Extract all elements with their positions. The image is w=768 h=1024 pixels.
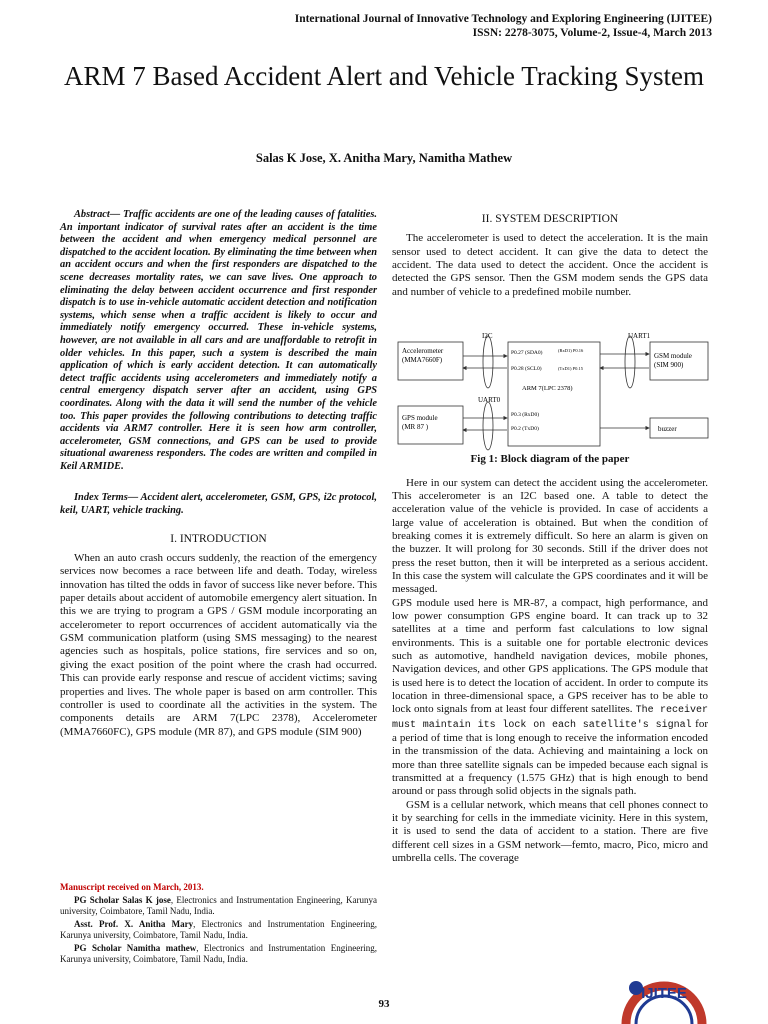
- accelerometer-part: (MMA7660F): [402, 356, 443, 364]
- gsm-part: (SIM 900): [654, 361, 684, 369]
- paper-title: ARM 7 Based Accident Alert and Vehicle Tracking System: [64, 61, 704, 91]
- pin-rxd1: (RxD1) P0.16: [558, 348, 584, 353]
- page-number: 93: [378, 998, 390, 1010]
- author-list: Salas K Jose, X. Anitha Mary, Namitha Mathew: [255, 151, 513, 165]
- footnote-author-2: Asst. Prof. X. Anitha Mary, Electronics and Instrumentation Engineering, Karunya university, Coimbatore, Tamil Nadu, India.: [60, 919, 377, 940]
- pin-p03: P0.3 (RxD0): [511, 412, 540, 418]
- right-column: [392, 213, 708, 866]
- uart0-bus: [483, 402, 493, 450]
- gsm-label: GSM module: [654, 352, 692, 360]
- pin-p027: P0.27 (SDA0): [511, 350, 543, 356]
- pin-txd1: (TxD1) P0.15: [558, 366, 583, 371]
- paragraph-accelerometer: Here in our system can detect the accident using the accelerometer. This accelerometer is an I2C based one. A table to detect the acceleration value of the vehicle is provided. In case of accidents a large value of acceleration is obtained. But when the condition of breaking comes it is extremely difficult. So here an alarm is given on the buzzer. It will prolong for 30 seconds. Still if the driver does not press the reset button, then it will be interpreted as a serious accident. In this case the system will calculate the GPS coordinates and it will be messaged.: [392, 476, 708, 596]
- ijitee-logo: [606, 946, 716, 1024]
- manuscript-received: Manuscript received on March, 2013.: [60, 882, 204, 892]
- journal-header: [295, 12, 712, 40]
- gps-label: GPS module: [402, 414, 438, 422]
- uart1-bus: [625, 336, 635, 388]
- logo-text: IJITEE: [641, 985, 687, 1002]
- buzzer-label: buzzer: [658, 425, 677, 433]
- block-diagram: [392, 330, 710, 460]
- index-terms: Index Terms— Accident alert, accelerometer, GSM, GPS, i2c protocol, keil, UART, vehicle tracking.: [60, 492, 377, 517]
- footnote-author-3: PG Scholar Namitha mathew, Electronics and Instrumentation Engineering, Karunya university, Coimbatore, Tamil Nadu, India.: [60, 943, 377, 964]
- gps-part: (MR 87 ): [402, 423, 429, 431]
- left-column: [60, 209, 377, 739]
- journal-issn: ISSN: 2278-3075, Volume-2, Issue-4, March 2013: [472, 27, 712, 39]
- accelerometer-label: Accelerometer: [402, 347, 444, 355]
- label-uart1: UART1: [628, 332, 651, 340]
- arm-label: ARM 7(LPC 2378): [522, 385, 573, 392]
- pin-p02: P0.2 (TxD0): [511, 426, 539, 432]
- journal-name: International Journal of Innovative Technology and Exploring Engineering (IJITEE): [294, 13, 712, 25]
- abstract: Abstract— Traffic accidents are one of the leading causes of fatalities. An important indicator of survival rates after an accident is the time between the accident and when emergency medical personnel are dispatched to the accident location. By eliminating the time between when an accident occurs and when the first responders are dispatched to the scene decreases mortality rates, we can save lives. One approach to eliminating the delay between accident occurrence and first responder dispatch is to use in-vehicle automatic accident detection and notification systems, which sense when a traffic accident is likely to occur and immediately notify emergency occurred. These in-vehicle systems, however, are not available in all cars and are unaffordable to retrofit in older vehicles. In this paper, such a system is described the main application of which is early accident detection. It can automatically detect traffic accidents using accelerometers and immediately notify a central emergency dispatch server after an accident, using GPS coordinates. Along with the data it will send the number of the vehicle too. This paper provides the following contributions to detecting traffic accidents via ARM7 controller. Here it is seen how arm controller, accelerometer, GSM connections, and GPS can be used to provide situational awareness responders. The codes are written and compiled in Keil ARMIDE.: [60, 209, 377, 472]
- label-uart0: UART0: [478, 396, 501, 404]
- section-heading-introduction: I. INTRODUCTION: [170, 532, 267, 545]
- pin-p028: P0.28 (SCL0): [511, 366, 542, 372]
- footnotes: [60, 882, 377, 965]
- figure-caption: Fig 1: Block diagram of the paper: [470, 453, 630, 466]
- paragraph-gps: GPS module used here is MR-87, a compact, high performance, and low power consumption GPS engine board. It can track up to 32 satellites at a time and perform fast calculations to low signal environments. This is a suitable one for portable electronic devices such as automotive, handheld navigation devices, mobile phones, Navigation devices, and other GPS applications. The GPS module that is used here is to detect the location of accident. In order to compute its location in three-dimensional space, a GPS receiver has to be able to lock onto signals from at least four different satellites. The receiver must maintain its lock on each satellite's signal for a period of time that is long enough to receive the information encoded in the transmission of the data. Achieving and maintaining a lock on more than three satellite signals can be impeded because each signal is transmitted at a frequency (1.575 GHz) that is high enough to bend around or pass through solid objects in the signals path.: [392, 596, 709, 798]
- system-description-text: The accelerometer is used to detect the acceleration. It is the main sensor used to detect accident. It can give the data to detect the accident. The data used to detect the accident. Once the accident is detected the GPS sensor. Then the GSM modem sends the GPS data and number of vehicle to a predefined mobile number.: [392, 232, 708, 298]
- footnote-author-1: PG Scholar Salas K jose, Electronics and Instrumentation Engineering, Karunya university, Coimbatore, Tamil Nadu, India.: [60, 895, 377, 916]
- introduction-text: When an auto crash occurs suddenly, the reaction of the emergency services now becomes a race between life and death. Today, wireless innovation has tilted the odds in favor of success like never before. This paper details about accident of automobile emergency alert situation. In this we are trying to program a GPS / GSM module incorporating an accelerometer to report occurrences of accident automatically via the GSM communication platform (using SMS messaging) to the nearest agencies such as hospitals, police stations, fire services and so on, giving the exact position of the point where the crash had occurred. This can provide early response and rescue of accident victims; saving properties and lives. The whole paper is based on arm controller. This controller is used to coordinate all the activities in the system. The components details are ARM 7(LPC 2378), Accelerometer (MMA7660FC), GPS module (MR 87), and GPS module (SIM 900): [60, 552, 377, 738]
- section-heading-system-description: II. SYSTEM DESCRIPTION: [481, 213, 619, 225]
- label-i2c: I2C: [482, 332, 493, 340]
- paragraph-gsm: GSM is a cellular network, which means that cell phones connect to it by searching for cells in the immediate vicinity. Here in this system, it is used to send the data of accident to a station. There are five different cell sizes in a GSM network—femto, macro, Pico, micro and umbrella cells. The coverage: [392, 798, 708, 865]
- i2c-bus: [483, 336, 493, 388]
